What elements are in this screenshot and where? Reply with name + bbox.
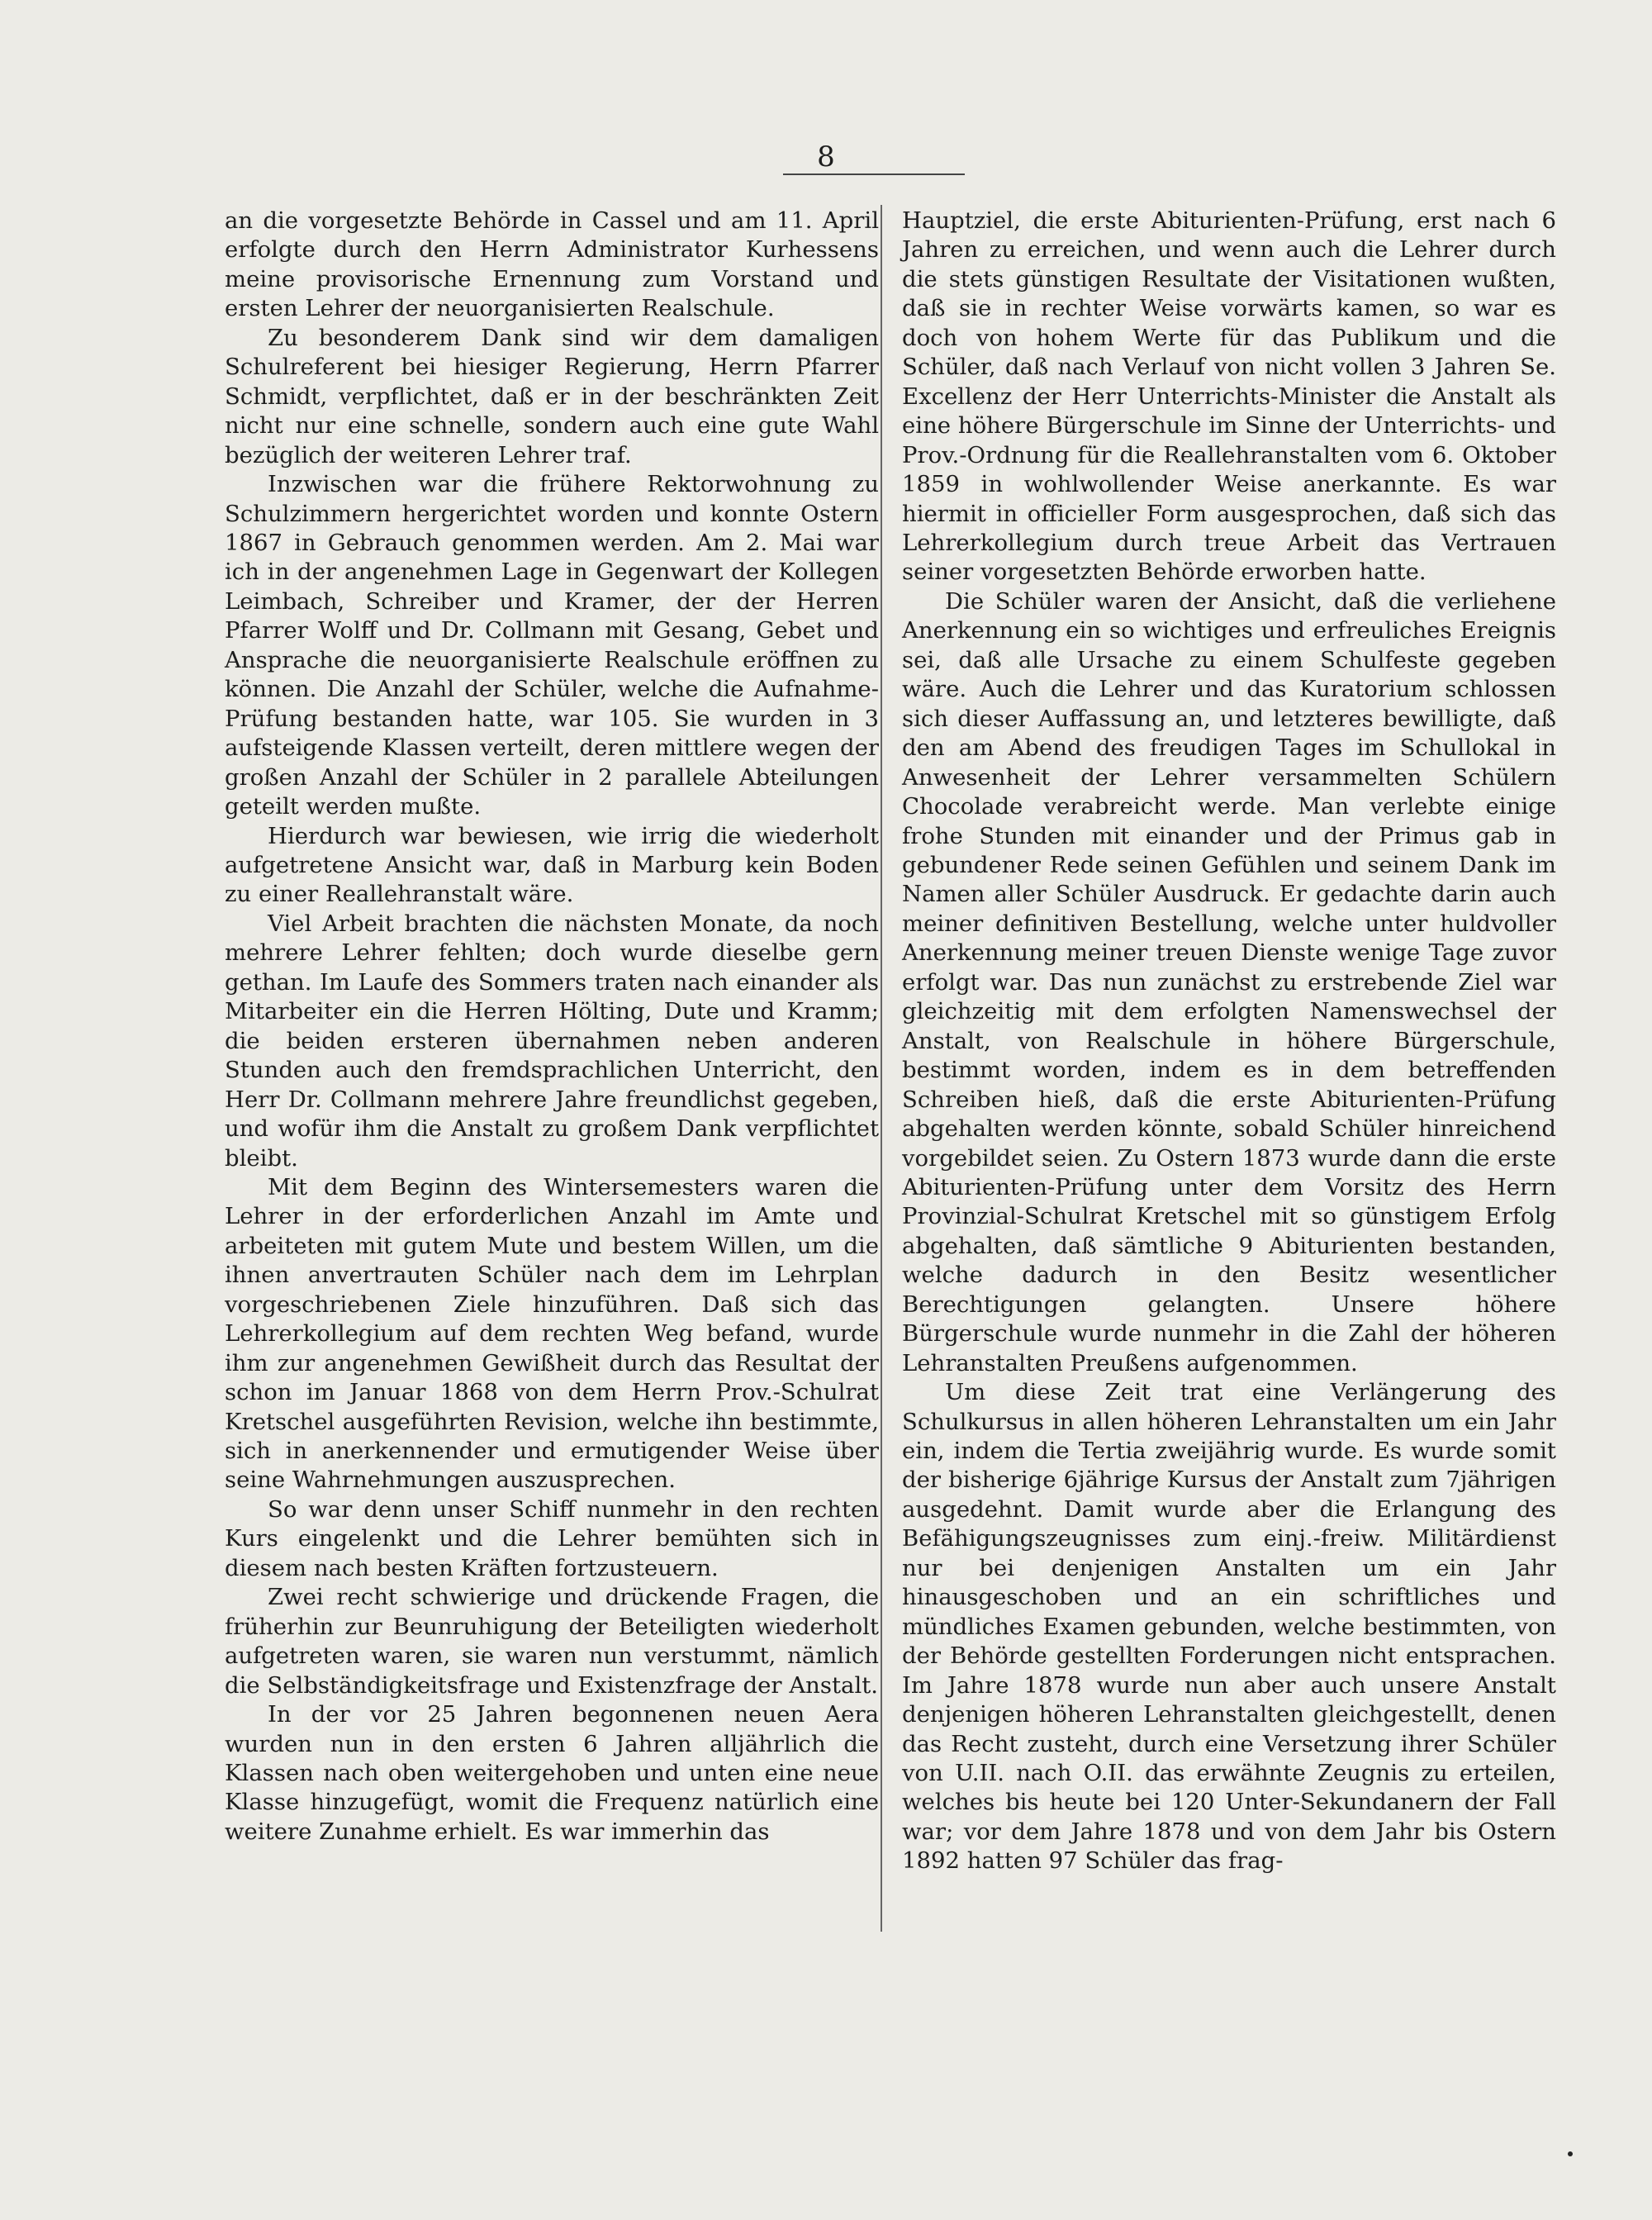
paragraph: Viel Arbeit brachten die nächsten Monate, da noch mehrere Lehrer fehlten; doch wurde dieselbe gern gethan. Im Laufe des Sommers traten nach einander als Mitarbeiter ein die Herren Hölting, Dute und Kramm; die beiden ersteren übernahmen neben anderen Stunden auch den fremdsprachlichen Unterricht, den Herr Dr. Collmann mehrere Jahre freundlichst gegeben, und wofür ihm die Anstalt zu großem Dank verpflichtet bleibt. — [225, 910, 879, 1172]
right-column — [902, 207, 1556, 1876]
paragraph: Hauptziel, die erste Abiturienten-Prüfung, erst nach 6 Jahren zu erreichen, und wenn auch die Lehrer durch die stets günstigen Resultate der Visitationen wußten, daß sie in rechter Weise vorwärts kamen, so war es doch von hohem Werte für das Publikum und die Schüler, daß nach Verlauf von nicht vollen 3 Jahren Se. Excellenz der Herr Unterrichts-Minister die Anstalt als eine höhere Bürgerschule im Sinne der Unterrichts- und Prov.-Ordnung für die Reallehranstalten vom 6. Oktober 1859 in wohlwollender Weise anerkannte. Es war hiermit in officieller Form ausgesprochen, daß sich das Lehrerkollegium durch treue Arbeit das Vertrauen seiner vorgesetzten Behörde erworben hatte. — [902, 207, 1556, 586]
paragraph: In der vor 25 Jahren begonnenen neuen Aera wurden nun in den ersten 6 Jahren alljährlich die Klassen nach oben weitergehoben und unten eine neue Klasse hinzugefügt, womit die Frequenz natürlich eine weitere Zunahme erhielt. Es war immerhin das — [225, 1701, 879, 1845]
paragraph: So war denn unser Schiff nunmehr in den rechten Kurs eingelenkt und die Lehrer bemühten sich in diesem nach besten Kräften fortzusteuern. — [225, 1495, 879, 1581]
paragraph: Zu besonderem Dank sind wir dem damaligen Schulreferent bei hiesiger Regierung, Herrn Pfarrer Schmidt, verpflichtet, daß er in der beschränkten Zeit nicht nur eine schnelle, sondern auch eine gute Wahl bezüglich der weiteren Lehrer traf. — [225, 324, 879, 468]
paragraph: Hierdurch war bewiesen, wie irrig die wiederholt aufgetretene Ansicht war, daß in Marburg kein Boden zu einer Reallehranstalt wäre. — [225, 822, 879, 908]
paragraph: Inzwischen war die frühere Rektorwohnung zu Schulzimmern hergerichtet worden und konnte Ostern 1867 in Gebrauch genommen werden. Am 2. Mai war ich in der angenehmen Lage in Gegenwart der Kollegen Leimbach, Schreiber und Kramer, der der Herren Pfarrer Wolff und Dr. Collmann mit Gesang, Gebet und Ansprache die neuorganisierte Realschule eröffnen zu können. Die Anzahl der Schüler, welche die Aufnahme-Prüfung bestanden hatte, war 105. Sie wurden in 3 aufsteigende Klassen verteilt, deren mittlere wegen der großen Anzahl der Schüler in 2 parallele Abteilungen geteilt werden mußte. — [225, 471, 879, 820]
paragraph: an die vorgesetzte Behörde in Cassel und am 11. April erfolgte durch den Herrn Administrator Kurhessens meine provisorische Ernennung zum Vorstand und ersten Lehrer der neuorganisierten Realschule. — [225, 207, 879, 322]
left-column — [225, 207, 879, 1847]
page-number: 8 — [817, 140, 835, 174]
scan-speck — [1568, 2151, 1573, 2156]
paragraph: Zwei recht schwierige und drückende Fragen, die früherhin zur Beunruhigung der Beteiligten wiederholt aufgetreten waren, sie waren nun verstummt, nämlich die Selbständigkeitsfrage und Existenzfrage der Anstalt. — [225, 1584, 879, 1699]
column-divider — [881, 205, 882, 1932]
paragraph: Mit dem Beginn des Wintersemesters waren die Lehrer in der erforderlichen Anzahl im Amte und arbeiteten mit gutem Mute und bestem Willen, um die ihnen anvertrauten Schüler nach dem im Lehrplan vorgeschriebenen Ziele hinzuführen. Daß sich das Lehrerkollegium auf dem rechten Weg befand, wurde ihm zur angenehmen Gewißheit durch das Resultat der schon im Januar 1868 von dem Herrn Prov.-Schulrat Kretschel ausgeführten Revision, welche ihn bestimmte, sich in anerkennender und ermutigender Weise über seine Wahrnehmungen auszusprechen. — [225, 1173, 879, 1494]
paragraph: Die Schüler waren der Ansicht, daß die verliehene Anerkennung ein so wichtiges und erfreuliches Ereignis sei, daß alle Ursache zu einem Schulfeste gegeben wäre. Auch die Lehrer und das Kuratorium schlossen sich dieser Auffassung an, und letzteres bewilligte, daß den am Abend des freudigen Tages im Schullokal in Anwesenheit der Lehrer versammelten Schülern Chocolade verabreicht werde. Man verlebte einige frohe Stunden mit einander und der Primus gab in gebundener Rede seinen Gefühlen und seinem Dank im Namen aller Schüler Ausdruck. Er gedachte darin auch meiner definitiven Bestellung, welche unter huldvoller Anerkennung meiner treuen Dienste wenige Tage zuvor erfolgt war. Das nun zunächst zu erstrebende Ziel war gleichzeitig mit dem erfolgten Namenswechsel der Anstalt, von Realschule in höhere Bürgerschule, bestimmt worden, indem es in dem betreffenden Schreiben hieß, daß die erste Abiturienten-Prüfung abgehalten werden könnte, sobald Schüler hinreichend vorgebildet seien. Zu Ostern 1873 wurde dann die erste Abiturienten-Prüfung unter dem Vorsitz des Herrn Provinzial-Schulrat Kretschel mit so günstigem Erfolg abgehalten, daß sämtliche 9 Abiturienten bestanden, welche dadurch in den Besitz wesentlicher Berechtigungen gelangten. Unsere höhere Bürgerschule wurde nunmehr in die Zahl der höheren Lehranstalten Preußens aufgenommen. — [902, 587, 1556, 1376]
header-rule — [783, 174, 965, 175]
paragraph: Um diese Zeit trat eine Verlängerung des Schulkursus in allen höheren Lehranstalten um ein Jahr ein, indem die Tertia zweijährig wurde. Es wurde somit der bisherige 6jährige Kursus der Anstalt zum 7jährigen ausgedehnt. Damit wurde aber die Erlangung des Befähigungszeugnisses zum einj.-freiw. Militärdienst nur bei denjenigen Anstalten um ein Jahr hinausgeschoben und an ein schriftliches und mündliches Examen gebunden, welche bestimmten, von der Behörde gestellten Forderungen nicht entsprachen. Im Jahre 1878 wurde nun aber auch unsere Anstalt denjenigen höheren Lehranstalten gleichgestellt, denen das Recht zusteht, durch eine Versetzung ihrer Schüler von U.II. nach O.II. das erwähnte Zeugnis zu erteilen, welches bis heute bei 120 Unter-Sekundanern der Fall war; vor dem Jahre 1878 und von dem Jahr bis Ostern 1892 hatten 97 Schüler das frag- — [902, 1379, 1556, 1875]
